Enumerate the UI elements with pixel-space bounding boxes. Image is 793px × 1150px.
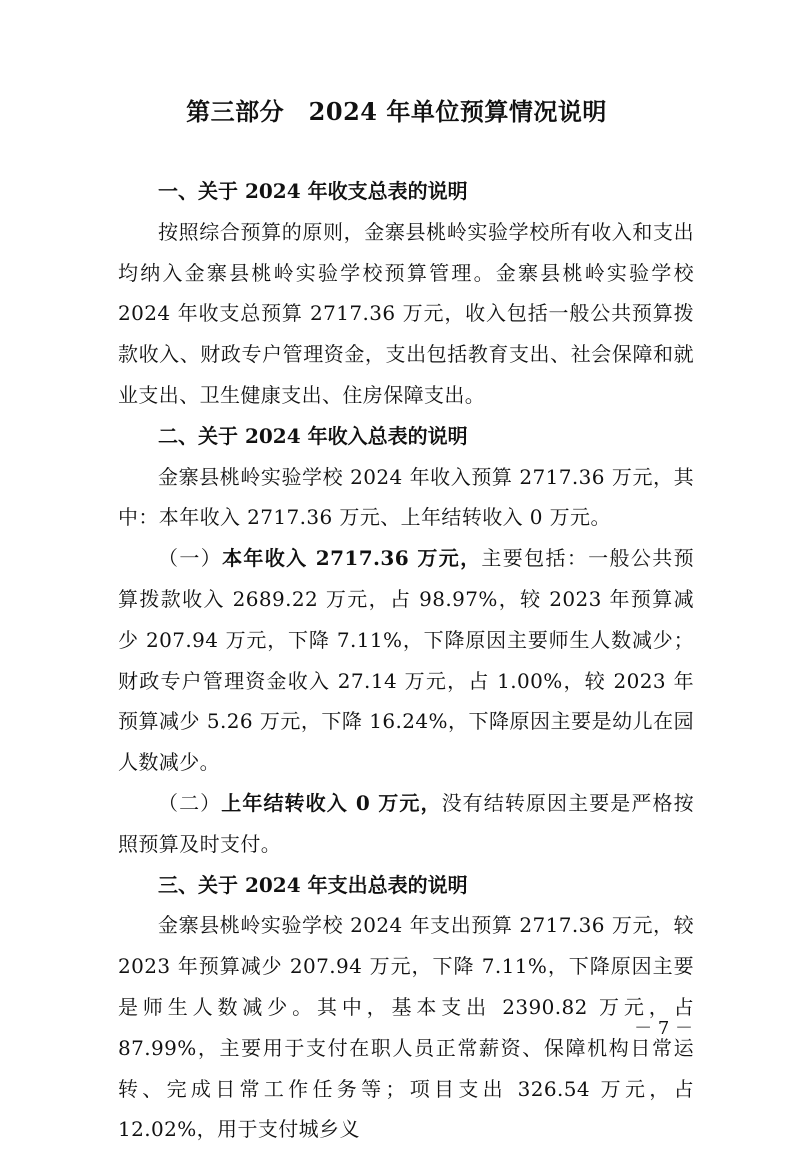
subsection-carryover-income xyxy=(118,783,694,865)
section-paragraph-3: 金寨县桃岭实验学校 2024 年支出预算 2717.36 万元，较 2023 年预算减少 207.94 万元，下降 7.11%，下降原因主要是师生人数减少。其中，基本支出 2390.82 万元，占 87.99%，主要用于支付在职人员正常薪资、保障机构日常运转、完成日常工作任务等；项目支出 326.54 万元，占 12.02%，用于支付城乡义 xyxy=(118,913,694,1142)
page-number: － 7 － xyxy=(634,1018,693,1039)
section-paragraph-2: 金寨县桃岭实验学校 2024 年收入预算 2717.36 万元，其中：本年收入 2717.36 万元、上年结转收入 0 万元。 xyxy=(118,464,694,530)
subsection-current-year-income xyxy=(118,538,694,783)
section-paragraph-1: 按照综合预算的原则，金寨县桃岭实验学校所有收入和支出均纳入金寨县桃岭实验学校预算管理。金寨县桃岭实验学校 2024 年收支总预算 2717.36 万元，收入包括一般公共预算拨款收入、财政专户管理资金，支出包括教育支出、社会保障和就业支出、卫生健康支出、住房保障支出。 xyxy=(118,219,694,407)
subsection-lead: （二） xyxy=(158,790,222,815)
document-body xyxy=(118,171,694,1150)
page-title: 第三部分 2024 年单位预算情况说明 xyxy=(186,97,607,126)
subsection-bold-label: 上年结转收入 0 万元， xyxy=(221,790,442,815)
subsection-lead: （一） xyxy=(158,546,223,571)
section-heading-2: 二、关于 2024 年收入总表的说明 xyxy=(158,423,468,448)
section-heading-1: 一、关于 2024 年收支总表的说明 xyxy=(158,179,468,203)
subsection-text: 主要包括：一般公共预算拨款收入 2689.22 万元，占 98.97%，较 2023 年预算减少 207.94 万元，下降 7.11%，下降原因主要师生人数减少；财政专户管理资金收入 27.14 万元，占 1.00%，较 2023 年预算减少 5.26 万元，下降 16.24%，下降原因主要是幼儿在园人数减少。 xyxy=(118,546,694,775)
subsection-text: 没有结转原因主要是严格按照预算及时支付。 xyxy=(118,790,694,856)
subsection-bold-label: 本年收入 2717.36 万元， xyxy=(222,546,482,571)
section-heading-3: 三、关于 2024 年支出总表的说明 xyxy=(158,872,468,897)
